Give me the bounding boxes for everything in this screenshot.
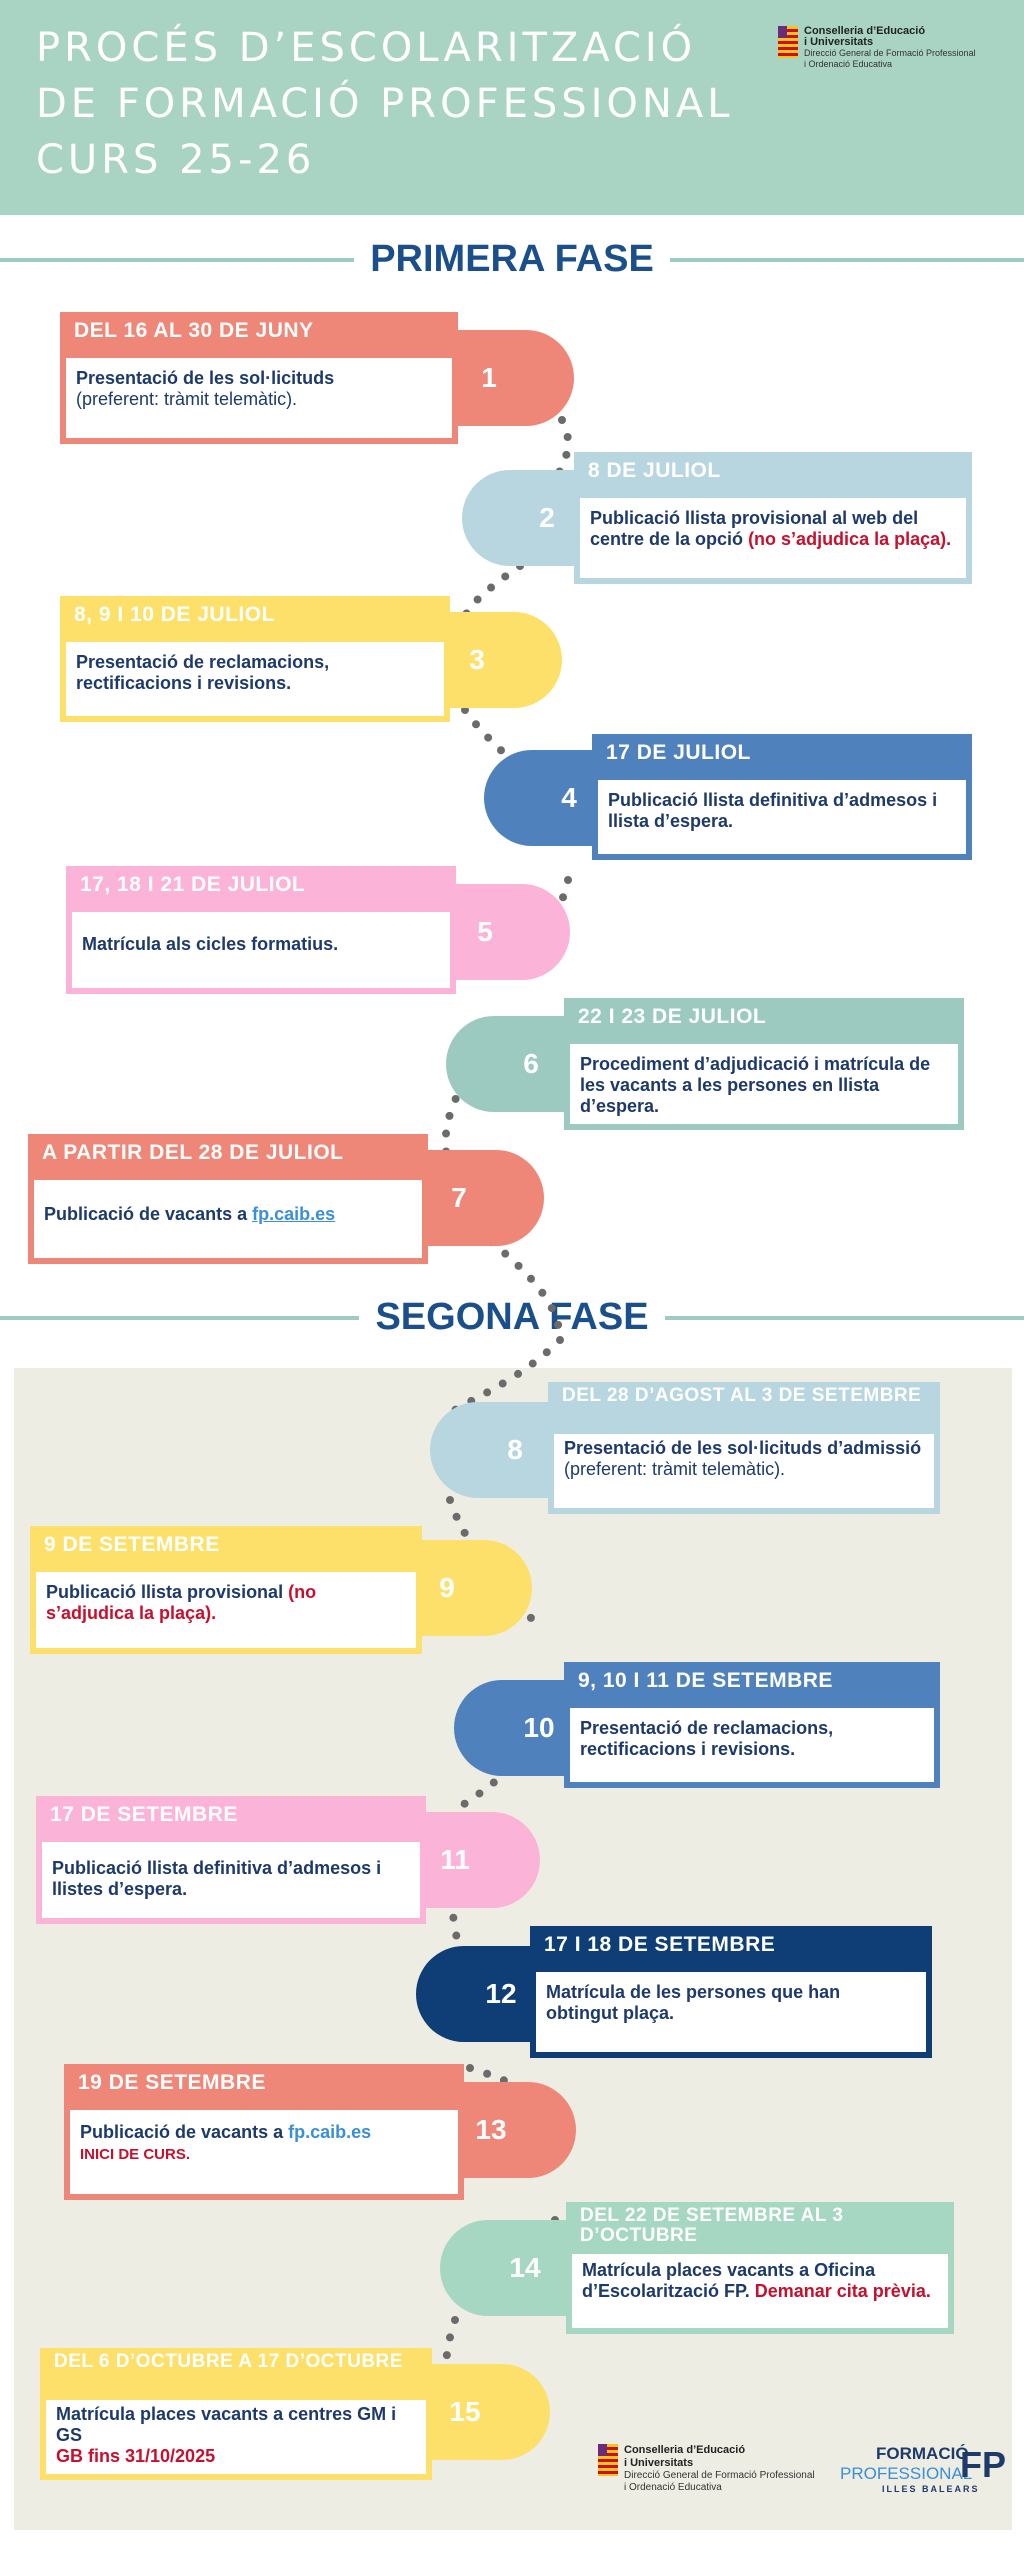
step-number-7: 7 — [374, 1150, 544, 1246]
fp-logo-line-1: FORMACIÓ — [876, 2444, 969, 2463]
step-card-13 — [64, 2064, 464, 2200]
step-date: A PARTIR DEL 28 DE JULIOL — [42, 1141, 344, 1164]
step-number-4: 4 — [484, 750, 654, 846]
step-text: Publicació llista provisional al web del centre de la opció — [590, 508, 919, 549]
phase-two-label: SEGONA FASE — [359, 1296, 664, 1339]
step-card-12 — [530, 1926, 932, 2058]
step-text: Publicació de vacants a — [80, 2122, 284, 2142]
step-number-2: 2 — [462, 470, 632, 566]
step-date: 9, 10 I 11 DE SETEMBRE — [578, 1669, 833, 1692]
step-number-11: 11 — [370, 1812, 540, 1908]
step-number-14: 14 — [440, 2220, 610, 2316]
step-date: 8 DE JULIOL — [588, 459, 721, 482]
step-text: Matrícula places vacants a Oficina d’Escolarització FP. — [582, 2260, 876, 2301]
step-warning: INICI DE CURS. — [80, 2146, 191, 2163]
step-number-15: 15 — [380, 2364, 550, 2460]
fp-logo-line-2: PROFESSIONAL — [840, 2464, 973, 2483]
step-note: (preferent: tràmit telemàtic). — [564, 1459, 786, 1479]
step-text: Publicació de vacants a — [44, 1204, 248, 1224]
logo-line-3: Direcció General de Formació Professional — [804, 48, 976, 58]
logo-line-4: i Ordenació Educativa — [804, 59, 893, 69]
footer-conselleria-logo — [598, 2444, 815, 2494]
step-date: 8, 9 I 10 DE JULIOL — [74, 603, 275, 626]
step-text: Presentació de les sol·licituds — [76, 368, 335, 388]
step-note: (preferent: tràmit telemàtic). — [76, 389, 298, 409]
step-warning: GB fins 31/10/2025 — [56, 2446, 216, 2466]
step-warning: (no s’adjudica la plaça). — [46, 1582, 317, 1623]
step-text: Matrícula places vacants a centres GM i GS — [56, 2404, 397, 2445]
fp-caib-link[interactable]: fp.caib.es — [252, 1204, 336, 1224]
step-text: Publicació llista provisional — [46, 1582, 284, 1602]
step-date: 19 DE SETEMBRE — [78, 2071, 266, 2094]
step-date: 17 DE SETEMBRE — [50, 1803, 238, 1826]
footer-logo-line-3: Direcció General de Formació Professional — [624, 2470, 815, 2481]
step-number-13: 13 — [406, 2082, 576, 2178]
step-warning: Demanar cita prèvia. — [754, 2281, 931, 2301]
step-text: Publicació llista definitiva d’admesos i llista d’espera. — [608, 790, 938, 831]
step-date: 17 I 18 DE SETEMBRE — [544, 1933, 776, 1956]
step-number-12: 12 — [416, 1946, 586, 2042]
step-number-6: 6 — [446, 1016, 616, 1112]
fp-mark-icon: FP — [960, 2444, 1007, 2485]
step-card-1 — [60, 312, 458, 444]
step-text: Matrícula als cicles formatius. — [82, 934, 339, 954]
footer-logo-line-1: Conselleria d’Educació — [624, 2444, 746, 2456]
step-date: DEL 28 D’AGOST AL 3 DE SETEMBRE — [562, 1385, 922, 1406]
title-line-1: PROCÉS D’ESCOLARITZACIÓ — [36, 25, 697, 71]
step-card-8 — [548, 1382, 940, 1514]
step-number-5: 5 — [400, 884, 570, 980]
step-date: 17 DE JULIOL — [606, 741, 751, 764]
footer-logo-line-4: i Ordenació Educativa — [624, 2482, 722, 2493]
step-card-14 — [566, 2202, 954, 2334]
fp-logo-line-3: ILLES BALEARS — [882, 2484, 980, 2494]
step-text: Presentació de reclamacions, rectificacions i revisions. — [76, 652, 330, 693]
step-number-8: 8 — [430, 1402, 600, 1498]
step-card-7 — [28, 1134, 428, 1264]
step-number-9: 9 — [362, 1540, 532, 1636]
step-warning: (no s’adjudica la plaça). — [748, 529, 952, 549]
formacio-professional-logo — [840, 2444, 1007, 2494]
phase-one-label: PRIMERA FASE — [354, 238, 670, 281]
step-card-4 — [592, 734, 972, 860]
step-card-9 — [30, 1526, 422, 1654]
step-text: Presentació de les sol·licituds d’admissió — [564, 1438, 922, 1458]
step-number-10: 10 — [454, 1680, 624, 1776]
step-date: DEL 6 D’OCTUBRE A 17 D’OCTUBRE — [54, 2351, 403, 2372]
step-date: DEL 16 AL 30 DE JUNY — [74, 319, 314, 342]
step-card-2 — [574, 452, 972, 584]
fp-caib-link[interactable]: fp.caib.es — [288, 2122, 372, 2142]
step-number-1: 1 — [404, 330, 574, 426]
title-line-2: DE FORMACIÓ PROFESSIONAL — [36, 81, 734, 127]
title-line-3: CURS 25-26 — [36, 137, 316, 183]
step-text: Matrícula de les persones que han obtingut plaça. — [546, 1982, 841, 2023]
logo-line-2: i Universitats — [804, 36, 874, 48]
step-number-3: 3 — [392, 612, 562, 708]
step-date: DEL 22 DE SETEMBRE AL 3 D’OCTUBRE — [580, 2205, 844, 2246]
step-card-6 — [564, 998, 964, 1130]
step-card-10 — [564, 1662, 940, 1788]
step-card-5 — [66, 866, 456, 994]
step-text: Presentació de reclamacions, rectificacions i revisions. — [580, 1718, 834, 1759]
step-card-15 — [40, 2348, 432, 2480]
balearic-flag-icon — [598, 2444, 618, 2476]
footer-logo-line-2: i Universitats — [624, 2457, 694, 2469]
step-text: Publicació llista definitiva d’admesos i llistes d’espera. — [52, 1858, 382, 1899]
step-text: Procediment d’adjudicació i matrícula de les vacants a les persones en llista d’espera. — [580, 1054, 931, 1116]
logo-line-1: Conselleria d’Educació — [804, 25, 926, 37]
step-card-11 — [36, 1796, 426, 1924]
step-date: 9 DE SETEMBRE — [44, 1533, 220, 1556]
step-date: 17, 18 I 21 DE JULIOL — [80, 873, 306, 896]
step-card-3 — [60, 596, 450, 722]
step-date: 22 I 23 DE JULIOL — [578, 1005, 767, 1028]
